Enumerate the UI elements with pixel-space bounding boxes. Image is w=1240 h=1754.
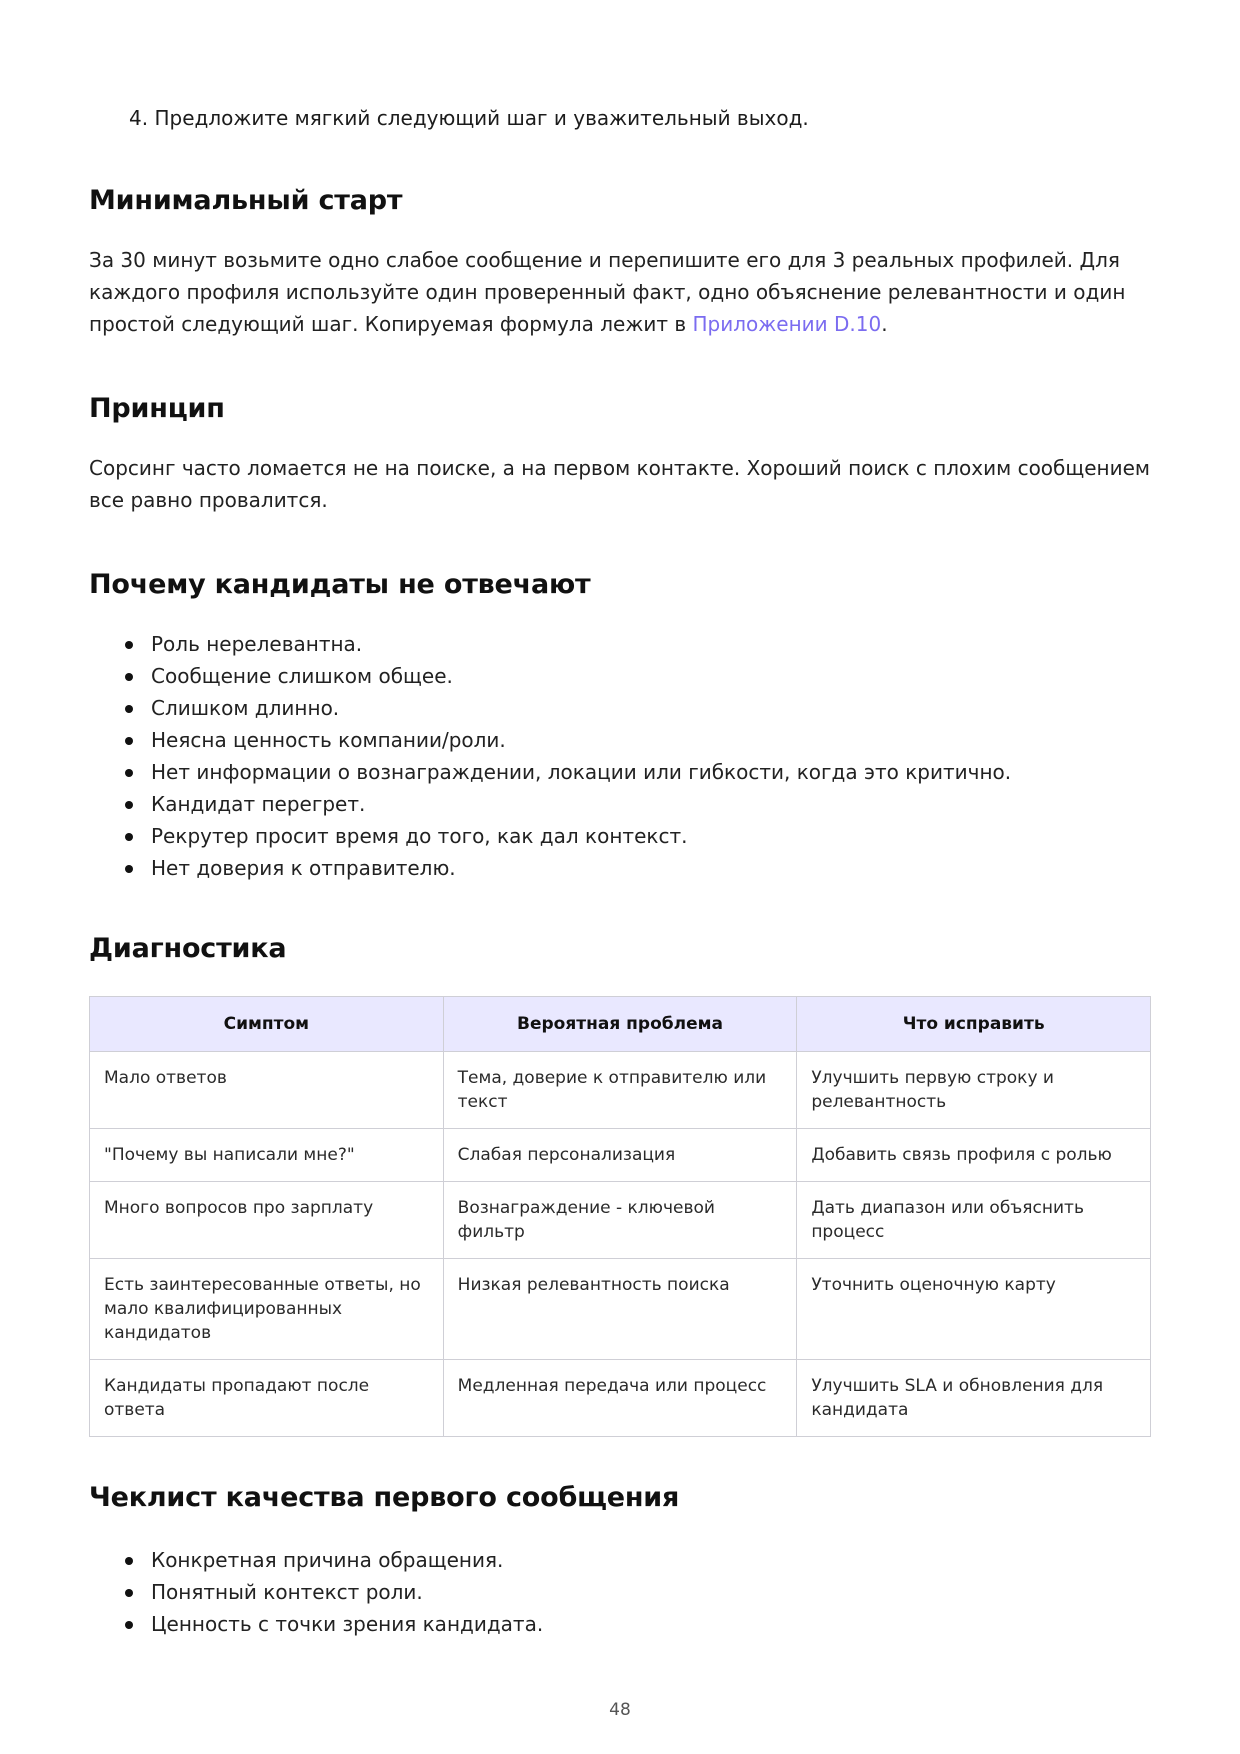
list-item	[89, 1576, 543, 1608]
list-item-text: Предложите мягкий следующий шаг и уважительный выход.	[154, 106, 809, 130]
bullet-icon	[125, 673, 133, 681]
table-cell: Уточнить оценочную карту	[797, 1259, 1151, 1360]
table-cell: Есть заинтересованные ответы, но мало квалифицированных кандидатов	[90, 1259, 444, 1360]
list-item-text: Кандидат перегрет.	[151, 792, 366, 816]
table-row	[90, 1182, 1151, 1259]
list-item	[89, 660, 1011, 692]
bullet-icon	[125, 801, 133, 809]
table-cell: Улучшить первую строку и релевантность	[797, 1052, 1151, 1129]
list-item-text: Ценность с точки зрения кандидата.	[151, 1612, 544, 1636]
bullet-icon	[125, 833, 133, 841]
list-item-text: Рекрутер просит время до того, как дал контекст.	[151, 824, 688, 848]
table-row	[90, 1129, 1151, 1182]
table-row	[90, 1360, 1151, 1437]
table-cell: Низкая релевантность поиска	[443, 1259, 797, 1360]
list-item	[89, 1608, 543, 1640]
table-cell: Кандидаты пропадают после ответа	[90, 1360, 444, 1437]
bullet-icon	[125, 769, 133, 777]
table-cell: Вознаграждение - ключевой фильтр	[443, 1182, 797, 1259]
list-item	[89, 724, 1011, 756]
table-header-row	[90, 997, 1151, 1052]
table-row	[90, 1259, 1151, 1360]
list-item	[89, 692, 1011, 724]
column-header-fix: Что исправить	[797, 997, 1151, 1052]
principle-paragraph: Сорсинг часто ломается не на поиске, а на первом контакте. Хороший поиск с плохим сообщением все равно провалится.	[89, 456, 1150, 512]
heading-why-no-reply: Почему кандидаты не отвечают	[89, 569, 591, 600]
numbered-list-item	[129, 104, 809, 132]
minimal-start-text: За 30 минут возьмите одно слабое сообщение и перепишите его для 3 реальных профилей. Для каждого профиля используйте один проверенный факт, одно объяснение релевантности и один простой следующий шаг. Копируемая формула лежит в	[89, 248, 1126, 336]
list-item	[89, 820, 1011, 852]
minimal-start-text-end: .	[881, 312, 888, 336]
list-number: 4.	[129, 106, 149, 130]
heading-checklist: Чеклист качества первого сообщения	[89, 1482, 680, 1513]
bullet-icon	[125, 865, 133, 873]
bullet-icon	[125, 641, 133, 649]
list-item-text: Неясна ценность компании/роли.	[151, 728, 506, 752]
column-header-problem: Вероятная проблема	[443, 997, 797, 1052]
list-item	[89, 1544, 543, 1576]
table-cell: Улучшить SLA и обновления для кандидата	[797, 1360, 1151, 1437]
minimal-start-paragraph	[89, 244, 1151, 340]
list-item-text: Роль нерелевантна.	[151, 632, 363, 656]
checklist-list	[89, 1544, 543, 1640]
heading-diagnostics: Диагностика	[89, 933, 287, 964]
list-item-text: Сообщение слишком общее.	[151, 664, 453, 688]
table-cell: Добавить связь профиля с ролью	[797, 1129, 1151, 1182]
bullet-icon	[125, 1557, 133, 1565]
table-cell: Слабая персонализация	[443, 1129, 797, 1182]
diagnostics-table	[89, 996, 1151, 1437]
bullet-icon	[125, 737, 133, 745]
list-item-text: Понятный контекст роли.	[151, 1580, 423, 1604]
list-item	[89, 852, 1011, 884]
table-cell: "Почему вы написали мне?"	[90, 1129, 444, 1182]
list-item	[89, 788, 1011, 820]
bullet-icon	[125, 705, 133, 713]
heading-principle: Принцип	[89, 393, 225, 424]
table-cell: Медленная передача или процесс	[443, 1360, 797, 1437]
list-item-text: Нет информации о вознаграждении, локации или гибкости, когда это критично.	[151, 760, 1012, 784]
why-no-reply-list	[89, 628, 1011, 884]
list-item	[89, 628, 1011, 660]
table-cell: Много вопросов про зарплату	[90, 1182, 444, 1259]
column-header-symptom: Симптом	[90, 997, 444, 1052]
bullet-icon	[125, 1621, 133, 1629]
list-item-text: Нет доверия к отправителю.	[151, 856, 456, 880]
page-number: 48	[609, 1700, 631, 1720]
heading-minimal-start: Минимальный старт	[89, 185, 403, 216]
list-item	[89, 756, 1011, 788]
list-item-text: Конкретная причина обращения.	[151, 1548, 504, 1572]
list-item-text: Слишком длинно.	[151, 696, 340, 720]
table-row	[90, 1052, 1151, 1129]
table-cell: Тема, доверие к отправителю или текст	[443, 1052, 797, 1129]
bullet-icon	[125, 1589, 133, 1597]
appendix-link[interactable]: Приложении D.10	[692, 312, 882, 336]
table-cell: Дать диапазон или объяснить процесс	[797, 1182, 1151, 1259]
table-cell: Мало ответов	[90, 1052, 444, 1129]
